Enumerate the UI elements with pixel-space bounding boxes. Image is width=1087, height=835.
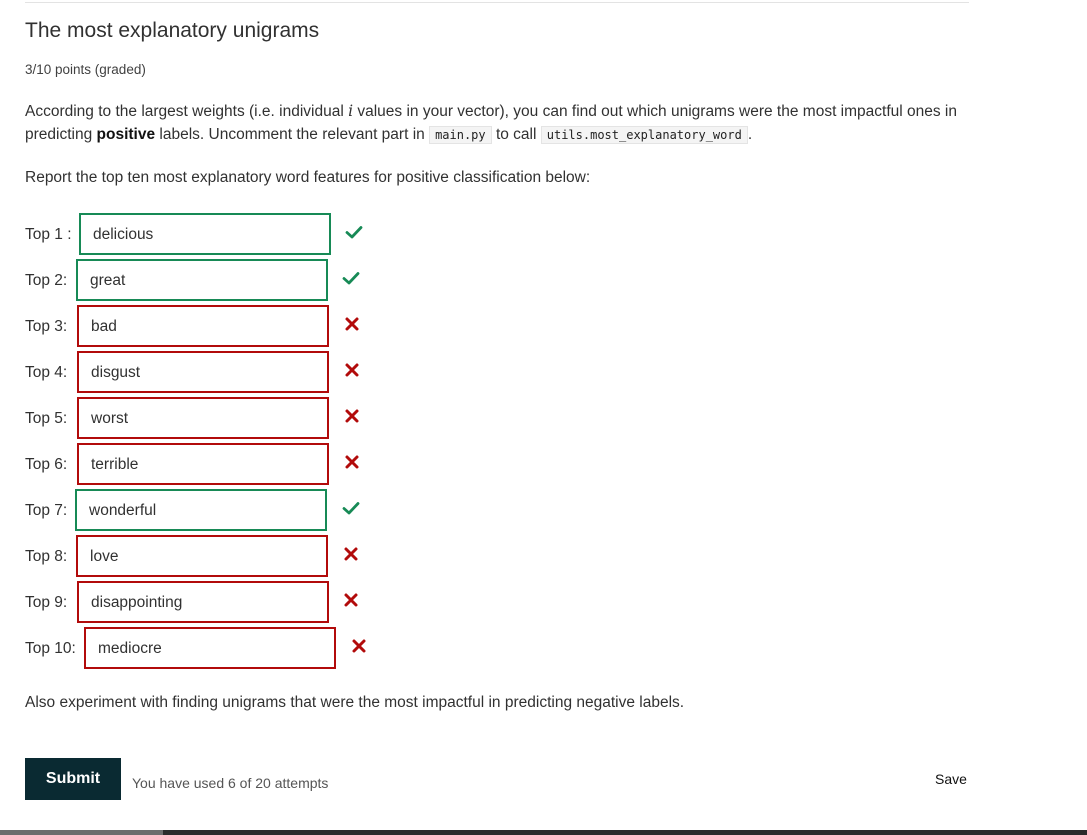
- answer-label: Top 1 :: [25, 226, 72, 243]
- checkmark-icon: [342, 269, 360, 287]
- cross-icon: [350, 637, 368, 655]
- answer-label: Top 10:: [25, 640, 76, 657]
- answer-label: Top 7:: [25, 502, 68, 519]
- negative-labels-note: Also experiment with finding unigrams that were the most impactful in predicting negative labels.: [25, 694, 685, 711]
- checkmark-icon: [342, 499, 360, 517]
- variable-i: i: [348, 102, 354, 120]
- code-most-explanatory-word: utils.most_explanatory_word: [541, 126, 748, 144]
- answer-input[interactable]: mediocre: [84, 627, 336, 669]
- checkmark-icon: [345, 223, 363, 241]
- cross-icon: [343, 453, 361, 471]
- answer-input[interactable]: terrible: [77, 443, 329, 485]
- answer-input[interactable]: disappointing: [77, 581, 329, 623]
- cross-icon: [342, 545, 360, 563]
- code-main-py: main.py: [429, 126, 492, 144]
- answer-input[interactable]: great: [76, 259, 328, 301]
- cross-icon: [343, 407, 361, 425]
- attempts-counter: You have used 6 of 20 attempts: [132, 775, 329, 791]
- answer-input[interactable]: bad: [77, 305, 329, 347]
- answer-label: Top 9:: [25, 594, 68, 611]
- cross-icon: [342, 591, 360, 609]
- scrollbar-thumb[interactable]: [0, 830, 163, 835]
- answer-input[interactable]: delicious: [79, 213, 331, 255]
- points-status: 3/10 points (graded): [25, 62, 146, 77]
- horizontal-scrollbar[interactable]: [0, 830, 1087, 835]
- answer-input[interactable]: wonderful: [75, 489, 327, 531]
- answer-label: Top 8:: [25, 548, 68, 565]
- answer-label: Top 3:: [25, 318, 68, 335]
- top-divider: [25, 2, 969, 3]
- answer-input[interactable]: disgust: [77, 351, 329, 393]
- bold-positive: positive: [96, 126, 156, 143]
- report-instruction: Report the top ten most explanatory word features for positive classification below:: [25, 169, 591, 186]
- problem-description: According to the largest weights (i.e. individual i values in your vector), you can find out which unigrams were the most impactful ones in predicting positive labels. Uncomment the relevant part in main.py to call utils.most_explanatory_word .: [25, 102, 957, 143]
- answer-label: Top 4:: [25, 364, 68, 381]
- cross-icon: [343, 315, 361, 333]
- answer-label: Top 5:: [25, 410, 68, 427]
- save-button[interactable]: Save: [935, 771, 967, 787]
- answer-label: Top 6:: [25, 456, 68, 473]
- answer-input[interactable]: worst: [77, 397, 329, 439]
- answer-input[interactable]: love: [76, 535, 328, 577]
- problem-title: The most explanatory unigrams: [25, 19, 320, 42]
- answer-label: Top 2:: [25, 272, 68, 289]
- cross-icon: [343, 361, 361, 379]
- submit-button[interactable]: Submit: [25, 758, 121, 800]
